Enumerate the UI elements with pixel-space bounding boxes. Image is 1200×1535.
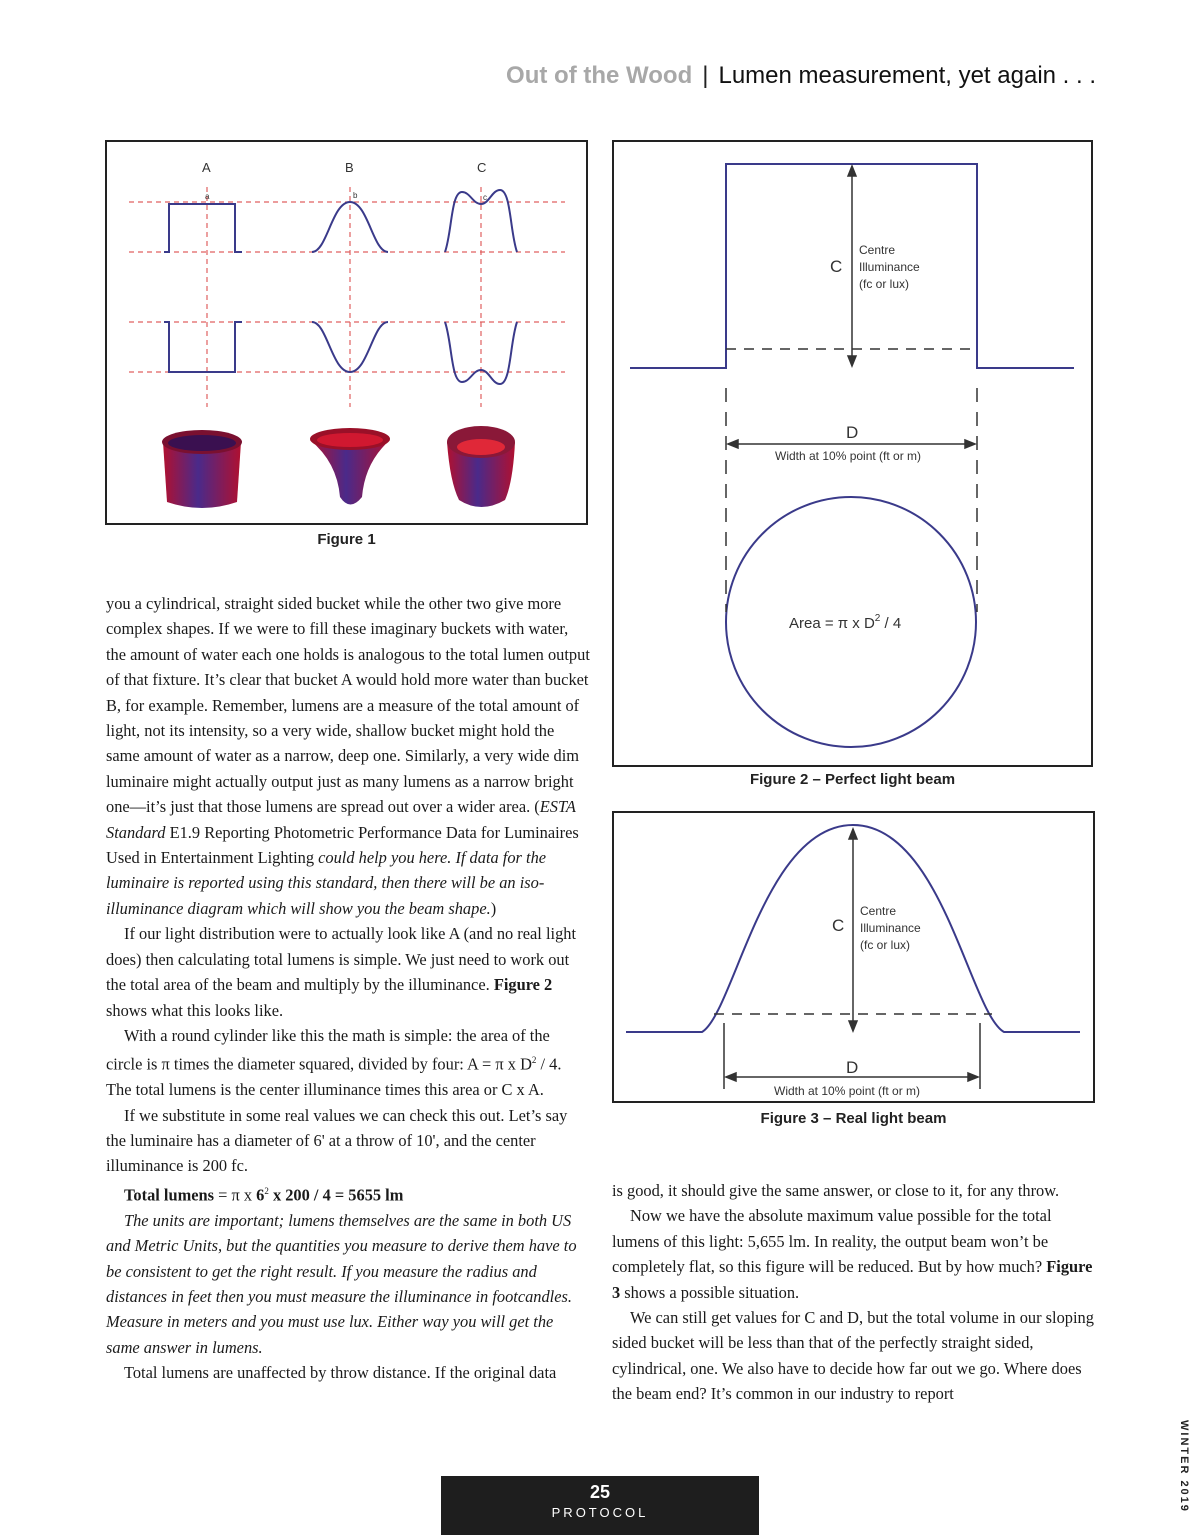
figure-3-diagram — [614, 813, 1093, 1101]
fig3-c-letter: C — [832, 916, 845, 935]
fig3-c-label-2: Illuminance — [860, 921, 921, 935]
figure-1-diagram — [107, 142, 586, 523]
paragraph: Total lumens are unaffected by throw distance. If the original data — [124, 1363, 557, 1383]
figure-3-caption: Figure 3 – Real light beam — [760, 1110, 947, 1127]
figure-3 — [612, 811, 1095, 1103]
figure-2 — [612, 140, 1093, 767]
paragraph: We can still get values for C and D, but the total volume in our sloping sided bucket will be less than that of the perfectly straight sided, cylindrical, one. We also have to decide how far out we go. Where does the beam end? It’s common in our industry to report — [612, 1308, 1094, 1404]
fig2-c-label-3: (fc or lux) — [859, 277, 910, 291]
paragraph: you a cylindrical, straight sided bucket while the other two give more complex shapes. If we were to fill these imaginary buckets with water, the amount of water each one holds is analogous to the total lumen output of that fixture. It’s clear that bucket A would hold more water than bucket B, for example. Remember, lumens are a measure of the total amount of light, not its intensity, so a very wide, shallow bucket might hold the same amount of water as a narrow, deep one. Similarly, a very wide dim luminaire might actually output just as many lumens as a narrow bright one—it’s just that those lumens are spread out over a wider area. (ESTA Standard E1.9 Reporting Photometric Performance Data for Luminaires Used in Entertainment Lighting could help you here. If data for the luminaire is reported using this standard, then there will be an iso-illuminance diagram which will show you the beam shape.) — [106, 594, 590, 918]
paragraph: is good, it should give the same answer, or close to it, for any throw. — [612, 1181, 1060, 1200]
sublabel-b: b — [353, 191, 358, 200]
figure-1-caption: Figure 1 — [317, 531, 376, 548]
fig2-c-letter: C — [830, 257, 843, 276]
figure-2-caption: Figure 2 – Perfect light beam — [749, 771, 956, 788]
label-a: A — [202, 160, 211, 175]
fig3-d-label: Width at 10% point (ft or m) — [774, 1084, 921, 1098]
paragraph: The units are important; lumens themselves are the same in both US and Metric Units, but the quantities you measure to derive them have to be consistent to get the right result. If you measure the radius and distances in feet then you must measure the illuminance in footcandles. Measure in meters and you must use lux. Either way you will get the same answer in lumens. — [106, 1210, 577, 1357]
profile-curves — [164, 190, 517, 384]
bucket-b — [310, 428, 390, 505]
area-formula: Area = π x $D^2 / 4$ — [789, 613, 902, 632]
page-number: 25 — [589, 1482, 611, 1502]
fig3-d-letter: D — [846, 1058, 859, 1077]
magazine-name: PROTOCOL — [551, 1505, 649, 1520]
fig2-d-label: Width at 10% point (ft or m) — [775, 449, 922, 463]
sublabel-a: a — [205, 192, 210, 201]
fig2-d-letter: D — [846, 423, 859, 442]
fig2-c-label-1: Centre — [859, 243, 896, 257]
sublabel-c: c — [483, 193, 487, 202]
header-separator: | — [702, 62, 709, 89]
article-topic: Lumen measurement, yet again . . . — [718, 62, 1096, 89]
dimension-lines — [726, 166, 977, 612]
paragraph: With a round cylinder like this the math is simple: the area of the circle is π times the diameter squared, divided by four: A = π x $D^2 / 4$. The total lumens is the center illuminance times this area or C x A. — [106, 1025, 562, 1100]
label-b: B — [345, 160, 354, 175]
fig3-c-label-1: Centre — [860, 904, 897, 918]
paragraph: If our light distribution were to actually look like A (and no real light does) then calculating total lumens is simple. We just need to work out the total area of the beam and multiply by the illuminance. Figure 2 shows what this looks like. — [106, 924, 577, 1020]
fig2-c-label-2: Illuminance — [859, 260, 920, 274]
formula: Total lumens = π x $6^2$ x 200 / 4 = 5655 lm — [124, 1185, 404, 1205]
guide-lines — [129, 187, 565, 407]
figure-1 — [105, 140, 588, 525]
right-column — [612, 1178, 1096, 1407]
issue-tag: WINTER 2019 — [1178, 1420, 1190, 1513]
fig3-c-label-3: (fc or lux) — [860, 938, 911, 952]
column-brand: Out of the Wood — [506, 62, 693, 89]
bucket-c — [447, 426, 515, 507]
figure-2-diagram — [614, 142, 1091, 765]
left-column — [106, 591, 590, 1386]
running-header — [506, 62, 1096, 90]
paragraph: If we substitute in some real values we can check this out. Let’s say the luminaire has a diameter of 6' at a throw of 10', and the center illuminance is 200 fc. — [106, 1105, 568, 1176]
page-footer — [441, 1476, 759, 1535]
label-c: C — [477, 160, 487, 175]
bucket-a — [162, 430, 242, 508]
paragraph: Now we have the absolute maximum value possible for the total lumens of this light: 5,655 lm. In reality, the output beam won’t be completely flat, so this figure will be reduced. But by how much? Figure 3 shows a possible situation. — [612, 1206, 1093, 1302]
fig3-dimension-lines — [714, 829, 992, 1089]
